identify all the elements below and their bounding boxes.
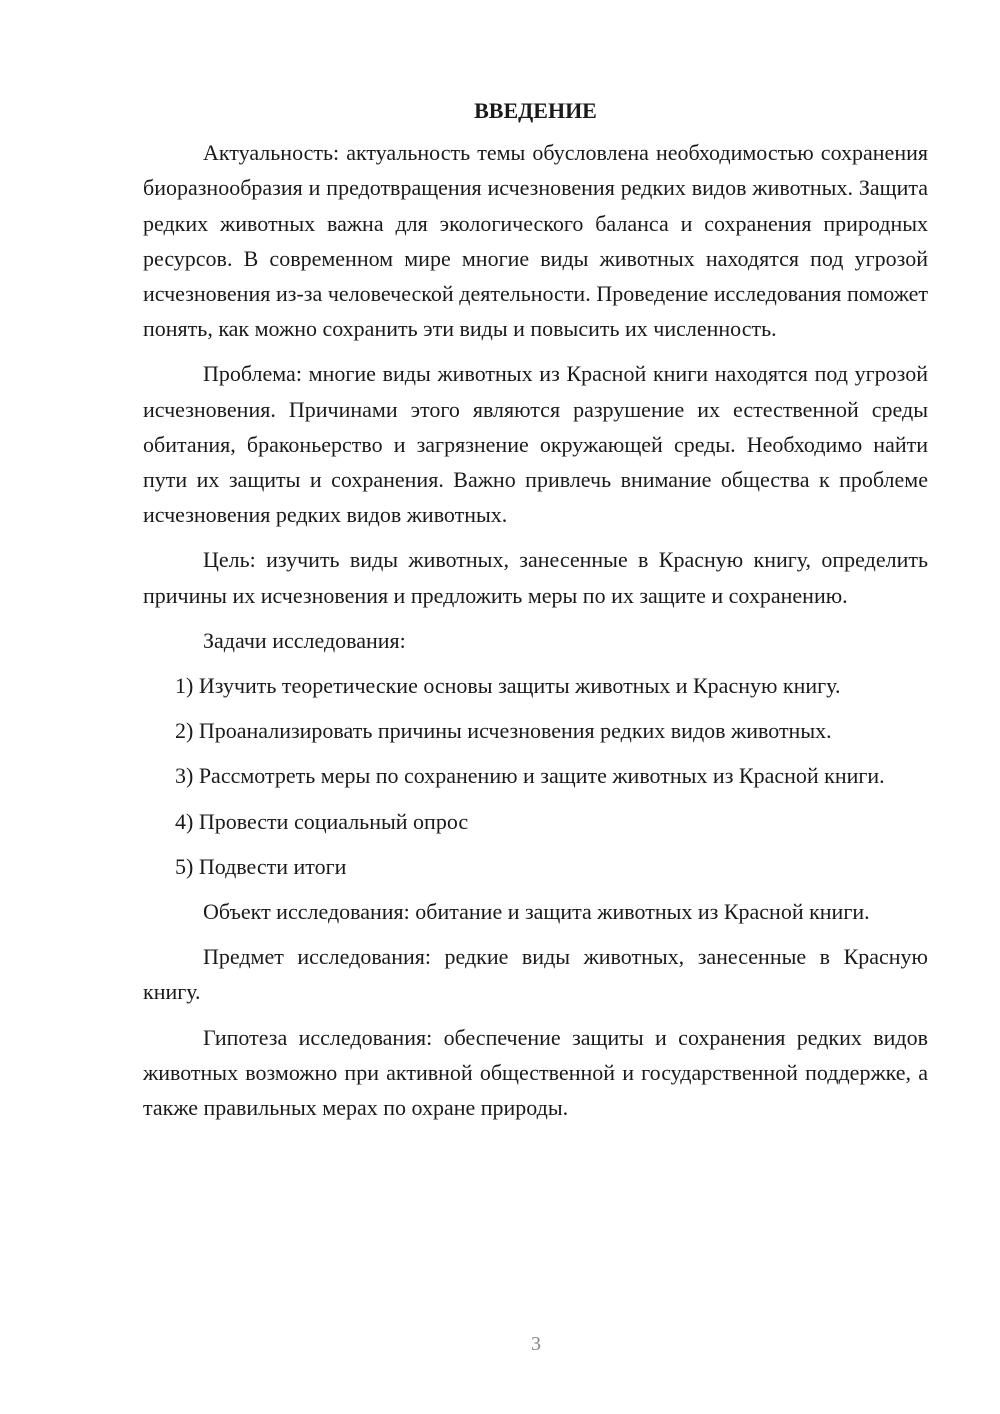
page-title: ВВЕДЕНИЕ	[474, 98, 597, 123]
task-item-4: 4) Провести социальный опрос	[175, 808, 469, 834]
goal-paragraph: Цель: изучить виды животных, занесенные в Красную книгу, определить причины их исчезновения и предложить меры по их защите и сохранению.	[143, 547, 928, 608]
hypothesis-paragraph: Гипотеза исследования: обеспечение защиты и сохранения редких видов животных возможно при активной общественной и государственной поддержке, а также правильных мерах по охране природы.	[143, 1024, 928, 1121]
relevance-paragraph: Актуальность: актуальность темы обусловлена необходимостью сохранения биоразнообразия и предотвращения исчезновения редких видов животных. Защита редких животных важна для экологического баланса и сохранения природных ресурсов. В современном мире многие виды животных находятся под угрозой исчезновения из-за человеческой деятельности. Проведение исследования поможет понять, как можно сохранить эти виды и повысить их численность.	[143, 140, 928, 342]
task-item-3: 3) Рассмотреть меры по сохранению и защите животных из Красной книги.	[175, 763, 885, 789]
object-paragraph: Объект исследования: обитание и защита животных из Красной книги.	[203, 899, 870, 925]
page-number: 3	[531, 1333, 541, 1355]
document-page	[143, 93, 928, 1125]
task-item-2: 2) Проанализировать причины исчезновения редких видов животных.	[175, 718, 832, 744]
subject-paragraph: Предмет исследования: редкие виды животных, занесенные в Красную книгу.	[143, 944, 928, 1005]
tasks-heading: Задачи исследования:	[203, 627, 406, 653]
task-item-5: 5) Подвести итоги	[175, 853, 347, 879]
problem-paragraph: Проблема: многие виды животных из Красной книги находятся под угрозой исчезновения. Причинами этого являются разрушение их естественной среды обитания, браконьерство и загрязнение окружающей среды. Необходимо найти пути их защиты и сохранения. Важно привлечь внимание общества к проблеме исчезновения редких видов животных.	[143, 361, 928, 528]
task-item-1: 1) Изучить теоретические основы защиты животных и Красную книгу.	[175, 673, 841, 699]
